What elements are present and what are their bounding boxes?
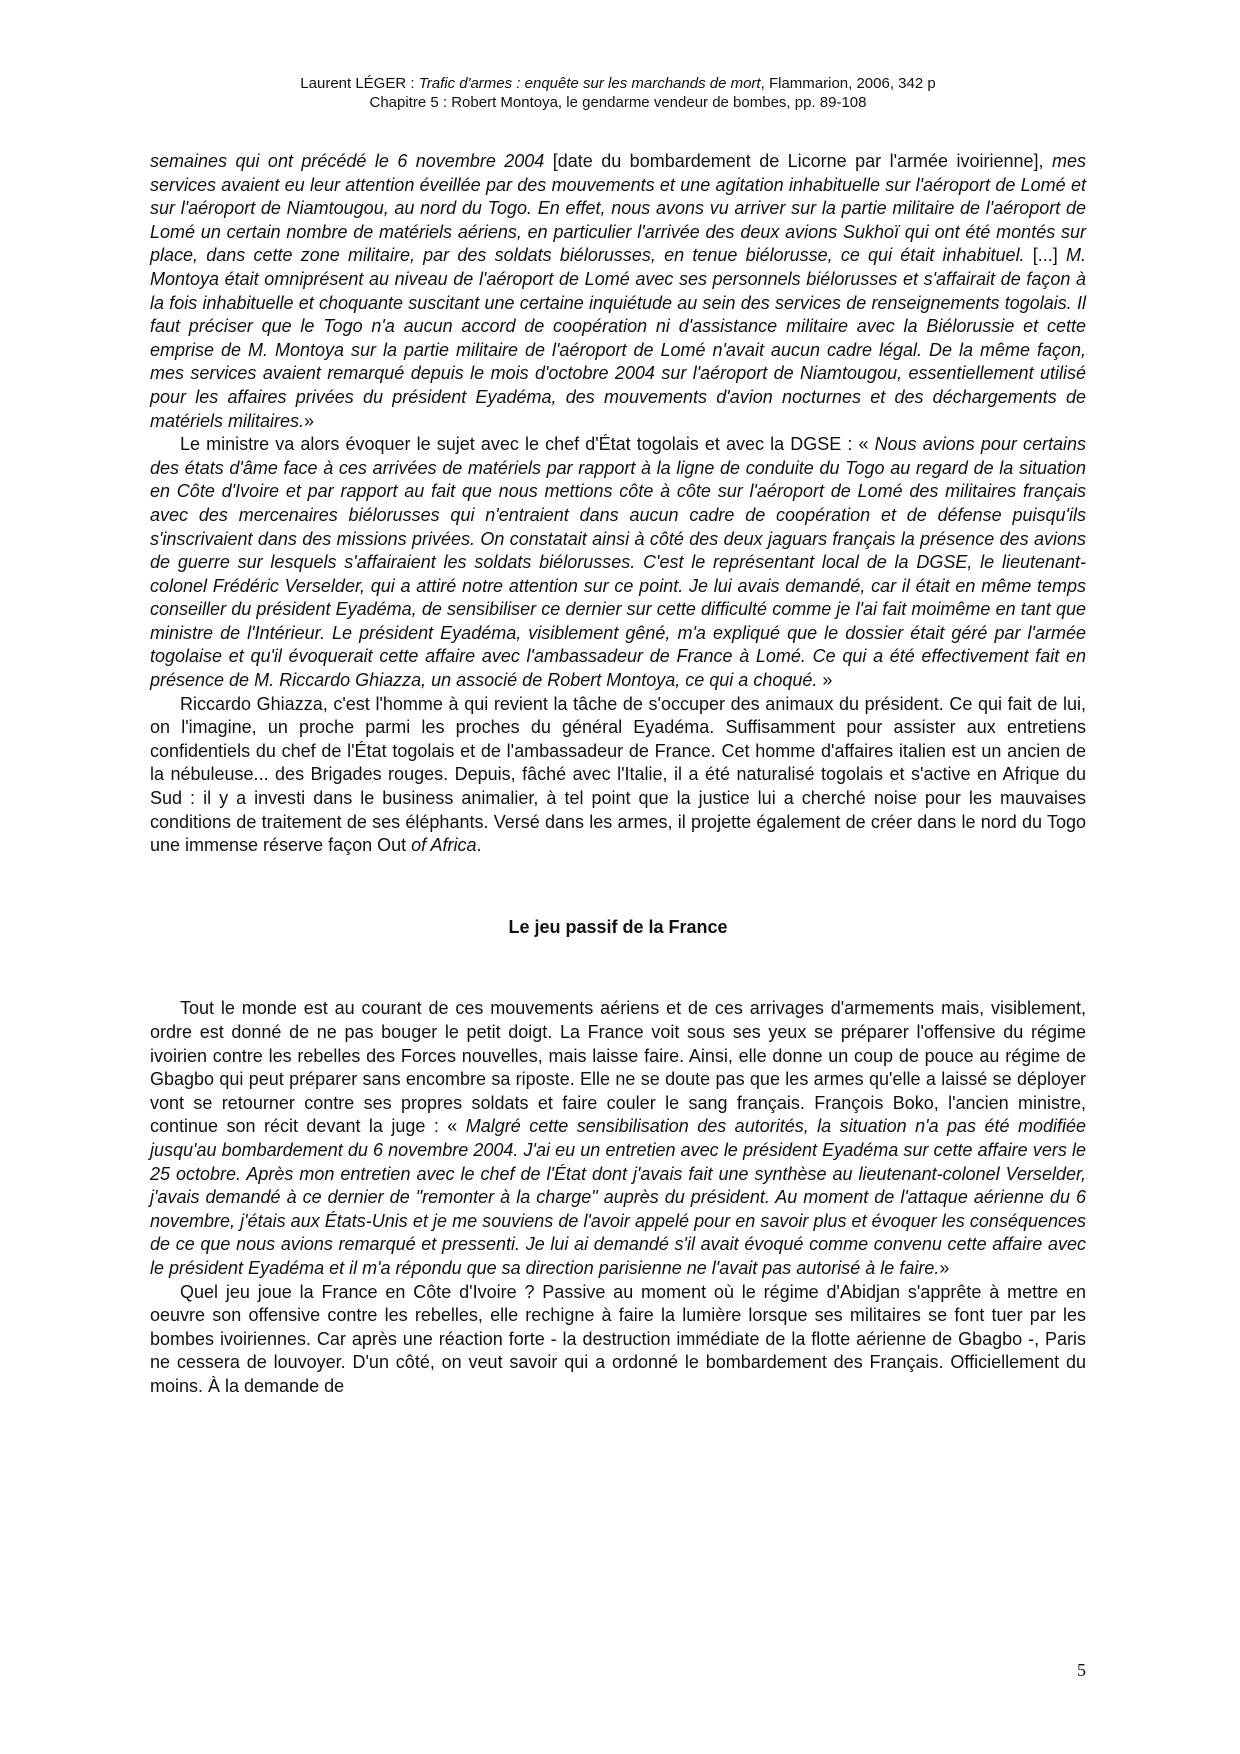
paragraph-1: semaines qui ont précédé le 6 novembre 2004 [date du bombardement de Licorne par l'armée ivoirienne], mes services avaient eu leur attention éveillée par des mouvements et une agitation inhabituelle sur l'aéroport de Lomé et sur l'aéroport de Niamtougou, au nord du Togo. En effet, nous avons vu arriver sur la partie militaire de l'aéroport de Lomé un certain nombre de matériels aériens, en particulier l'arrivée des deux avions Sukhoï qui ont été montés sur place, dans cette zone militaire, par des soldats biélorusses, en tenue biélorusse, ce qui était inhabituel. [...] M. Montoya était omniprésent au niveau de l'aéroport de Lomé avec ses personnels biélorusses et s'affairait de façon à la fois inhabituelle et choquante suscitant une certaine inquiétude au sein des services de renseignements togolais. Il faut préciser que le Togo n'a aucun accord de coopération ni d'assistance militaire avec la Biélorussie et cette emprise de M. Montoya sur la partie militaire de l'aéroport de Lomé n'avait aucun cadre légal. De la même façon, mes services avaient remarqué depuis le mois d'octobre 2004 sur l'aéroport de Niamtougou, essentiellement utilisé pour les affaires privées du président Eyadéma, des mouvements d'avion nocturnes et des déchargements de matériels militaires.» (150, 151, 1086, 431)
document-body (150, 150, 1086, 1399)
page-number: 5 (1077, 1660, 1086, 1680)
paragraph-3: Riccardo Ghiazza, c'est l'homme à qui revient la tâche de s'occuper des animaux du président. Ce qui fait de lui, on l'imagine, un proche parmi les proches du général Eyadéma. Suffisamment pour assister aux entretiens confidentiels du chef de l'État togolais et de l'ambassadeur de France. Cet homme d'affaires italien est un ancien de la nébuleuse... des Brigades rouges. Depuis, fâché avec l'Italie, il a été naturalisé togolais et s'active en Afrique du Sud : il y a investi dans le business animalier, à tel point que la justice lui a cherché noise pour les mauvaises conditions de traitement de ses éléphants. Versé dans les armes, il projette également de créer dans le nord du Togo une immense réserve façon Out of Africa. (150, 693, 1086, 856)
header-chapter: Chapitre 5 : Robert Montoya, le gendarme vendeur de bombes, pp. 89-108 (369, 94, 867, 111)
section-title: Le jeu passif de la France (508, 916, 728, 937)
page-header (150, 74, 1086, 112)
paragraph-4: Tout le monde est au courant de ces mouvements aériens et de ces arrivages d'armements mais, visiblement, ordre est donné de ne pas bouger le petit doigt. La France voit sous ses yeux se préparer l'offensive du régime ivoirien contre les rebelles des Forces nouvelles, mais laisse faire. Ainsi, elle donne un coup de pouce au régime de Gbagbo qui peut préparer sans encombre sa riposte. Elle ne se doute pas que les armes qu'elle a laissé se déployer vont se retourner contre ses propres soldats et faire couler le sang français. François Boko, l'ancien ministre, continue son récit devant la juge : « Malgré cette sensibilisation des autorités, la situation n'a pas été modifiée jusqu'au bombardement du 6 novembre 2004. J'ai eu un entretien avec le président Eyadéma sur cette affaire vers le 25 octobre. Après mon entretien avec le chef de l'État dont j'avais fait une synthèse au lieutenant-colonel Verselder, j'avais demandé à ce dernier de "remonter à la charge" auprès du président. Au moment de l'attaque aérienne du 6 novembre, j'étais aux États-Unis et je me souviens de l'avoir appelé pour en savoir plus et évoquer les conséquences de ce que nous avions remarqué et pressenti. Je lui ai demandé s'il avait évoqué comme convenu cette affaire avec le président Eyadéma et il m'a répondu que sa direction parisienne ne l'avait pas autorisé à le faire.» (150, 998, 1087, 1278)
book-title: Trafic d'armes : enquête sur les marchands de mort (418, 75, 761, 92)
paragraph-5: Quel jeu joue la France en Côte d'Ivoire ? Passive au moment où le régime d'Abidjan s'apprête à mettre en oeuvre son offensive contre les rebelles, elle rechigne à faire la lumière lorsque ses militaires se font tuer par les bombes ivoiriennes. Car après une réaction forte - la destruction immédiate de la flotte aérienne de Gbagbo -, Paris ne cessera de louvoyer. D'un côté, on veut savoir qui a ordonné le bombardement des Français. Officiellement du moins. À la demande de (150, 1281, 1086, 1396)
header-citation: Laurent LÉGER : Trafic d'armes : enquête sur les marchands de mort, Flammarion, 2006, 342 p (300, 75, 936, 92)
paragraph-2: Le ministre va alors évoquer le sujet avec le chef d'État togolais et avec la DGSE : « Nous avions pour certains des états d'âme face à ces arrivées de matériels par rapport à la ligne de conduite du Togo au regard de la situation en Côte d'Ivoire et par rapport au fait que nous mettions côte à côte sur l'aéroport de Lomé des militaires français avec des mercenaires biélorusses qui n'entraient dans aucun cadre de coopération et de défense puisqu'ils s'inscrivaient dans des missions privées. On constatait ainsi à côté des deux jaguars français la présence des avions de guerre sur lesquels s'affairaient les soldats biélorusses. C'est le représentant local de la DGSE, le lieutenant-colonel Frédéric Verselder, qui a attiré notre attention sur ce point. Je lui avais demandé, car il était en même temps conseiller du président Eyadéma, de sensibiliser ce dernier sur cette difficulté comme je l'ai fait moimême en tant que ministre de l'Intérieur. Le président Eyadéma, visiblement gêné, m'a expliqué que le dossier était géré par l'armée togolaise et qu'il évoquerait cette affaire avec l'ambassadeur de France à Lomé. Ce qui a été effectivement fait en présence de M. Riccardo Ghiazza, un associé de Robert Montoya, ce qui a choqué. » (150, 434, 1087, 691)
